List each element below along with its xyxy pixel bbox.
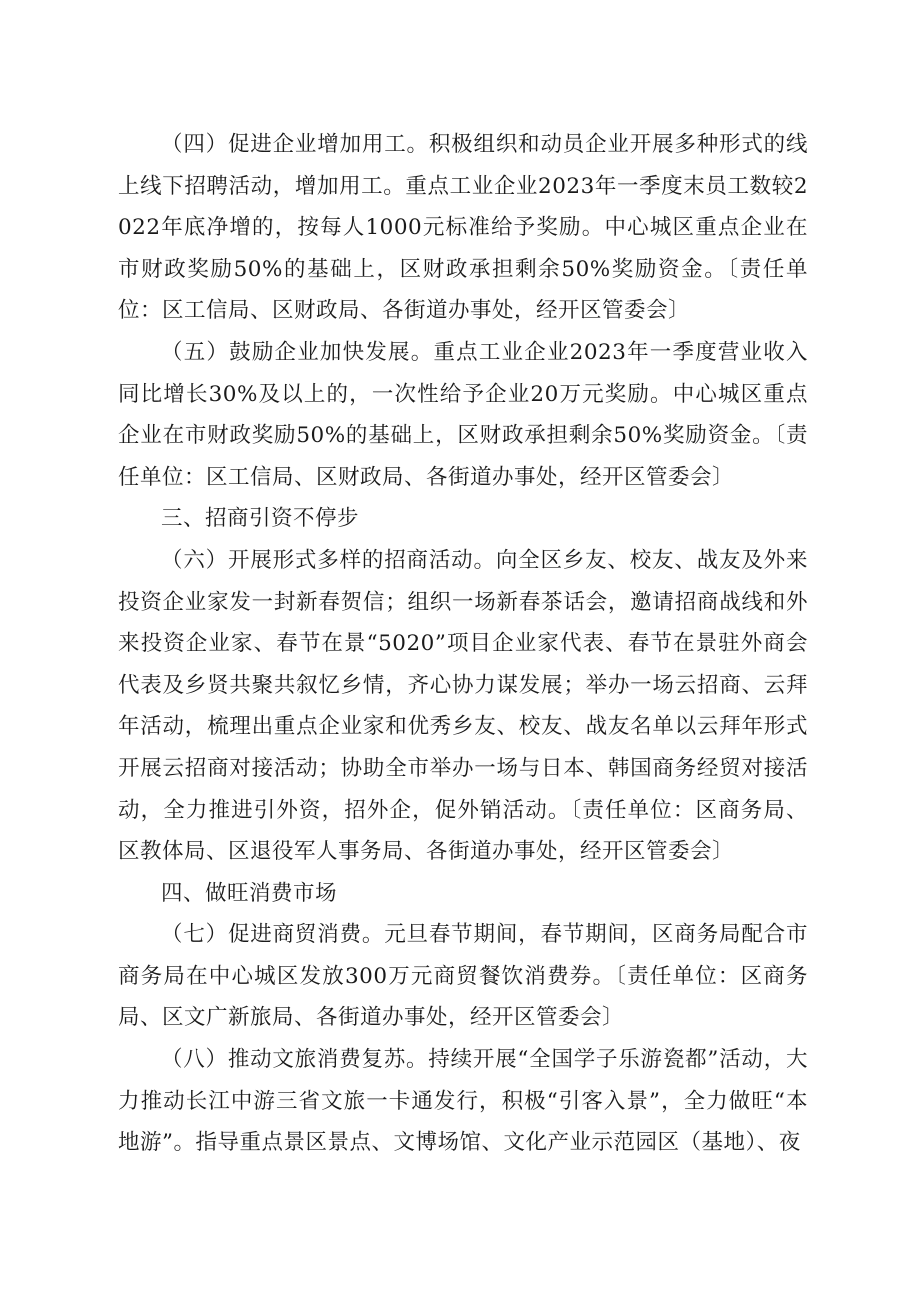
paragraph-item-8: （八）推动文旅消费复苏。持续开展“全国学子乐游瓷都”活动，大力推动长江中游三省文旅一卡通发行，积极“引客入景”，全力做旺“本地游”。指导重点景区景点、文博场馆、文化产业示范园区（基地）、夜: [118, 1047, 808, 1156]
paragraph-item-6: （六）开展形式多样的招商活动。向全区乡友、校友、战友及外来投资企业家发一封新春贺信；组织一场新春茶话会，邀请招商战线和外来投资企业家、春节在景“5020”项目企业家代表、春节在景驻外商会代表及乡贤共聚共叙忆乡情，齐心协力谋发展；举办一场云招商、云拜年活动，梳理出重点企业家和优秀乡友、校友、战友名单以云拜年形式开展云招商对接活动；协助全市举办一场与日本、韩国商务经贸对接活动，全力推进引外资，招外企，促外销活动。〔责任单位：区商务局、区教体局、区退役军人事务局、各街道办事处，经开区管委会〕: [118, 547, 808, 865]
document-body: [118, 124, 808, 1164]
section-heading-3: 三、招商引资不停步: [161, 506, 360, 532]
paragraph-item-4: （四）促进企业增加用工。积极组织和动员企业开展多种形式的线上线下招聘活动，增加用工。重点工业企业2023年一季度末员工数较2022年底净增的，按每人1000元标准给予奖励。中心城区重点企业在市财政奖励50%的基础上，区财政承担剩余50%奖励资金。〔责任单位：区工信局、区财政局、各街道办事处，经开区管委会〕: [118, 132, 808, 324]
paragraph-item-5: （五）鼓励企业加快发展。重点工业企业2023年一季度营业收入同比增长30%及以上的，一次性给予企业20万元奖励。中心城区重点企业在市财政奖励50%的基础上，区财政承担剩余50%奖励资金。〔责任单位：区工信局、区财政局、各街道办事处，经开区管委会〕: [118, 339, 808, 490]
section-heading-4: 四、做旺消费市场: [161, 880, 338, 906]
paragraph-item-7: （七）促进商贸消费。元旦春节期间，春节期间，区商务局配合市商务局在中心城区发放300万元商贸餐饮消费券。〔责任单位：区商务局、区文广新旅局、各街道办事处，经开区管委会〕: [118, 922, 808, 1031]
